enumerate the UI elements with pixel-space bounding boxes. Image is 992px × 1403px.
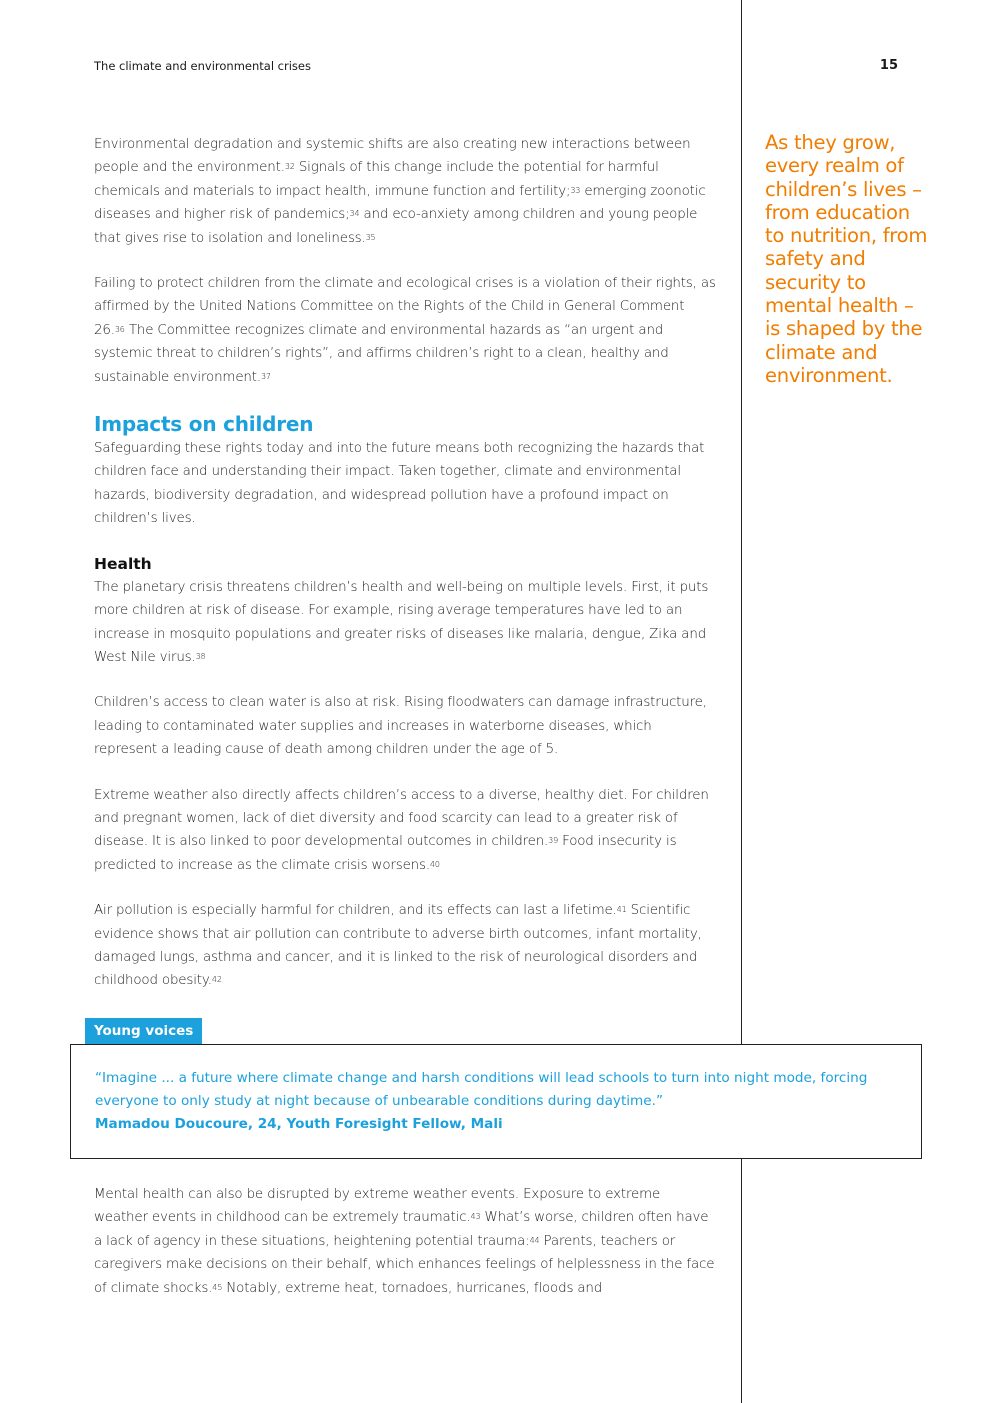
young-voices-attribution: Mamadou Doucoure, 24, Youth Foresight Fellow, Mali [95,1116,503,1132]
health-paragraph-1: The planetary crisis threatens children’s health and well-being on multiple levels. First, it puts more children at risk of disease. For example, rising average temperatures have led to an increase in mosquito populations and greater risks of diseases like malaria, dengue, Zika and West Nile virus.$^{38}$ [94,579,709,665]
footnote-ref[interactable]: 35 [365,232,376,242]
footnote-ref[interactable]: 44 [529,1235,540,1245]
main-column [94,133,718,1015]
young-voices-box [70,1044,922,1159]
column-divider-top [741,0,742,1044]
footnote-ref[interactable]: 42 [211,975,222,985]
health-paragraph-2: Children’s access to clean water is also at risk. Rising floodwaters can damage infrastructure, leading to contaminated water supplies and increases in waterborne diseases, which represent a leading cause of death among children under the age of 5. [94,695,707,758]
pull-quote: As they grow, every realm of children’s lives – from education to nutrition, from safety and security to mental health – is shaped by the climate and environment. [765,131,928,387]
footnote-ref[interactable]: 43 [470,1212,481,1222]
footnote-ref[interactable]: 34 [349,209,360,219]
page-number: 15 [879,58,898,73]
footnote-ref[interactable]: 32 [284,162,295,172]
column-divider-bottom [741,1159,742,1403]
health-paragraph-3: Extreme weather also directly affects children’s access to a diverse, healthy diet. For children and pregnant women, lack of diet diversity and food scarcity can lead to a greater risk of disease. It is also linked to poor developmental outcomes in children.$^{39}$ Food insecurity is predicted to increase as the climate crisis worsens.$^{40}$ [94,787,709,873]
footnote-ref[interactable]: 38 [195,651,206,661]
mental-health-paragraph: Mental health can also be disrupted by extreme weather events. Exposure to extreme weather events in childhood can be extremely traumatic.$^{43}$ What’s worse, children often have a lack of agency in these situations, heightening potential trauma:$^{44}$ Parents, teachers or caregivers make decisions on their behalf, which enhances feelings of helplessness in the face of climate shocks.$^{45}$ Notably, extreme heat, tornadoes, hurricanes, floods and [94,1187,715,1296]
health-paragraph-4: Air pollution is especially harmful for children, and its effects can last a lifetime.$^{41}$ Scientific evidence shows that air pollution can contribute to adverse birth outcomes, infant mortality, damaged lungs, asthma and cancer, and it is linked to the risk of neurological disorders and childhood obesity.$^{42}$ [94,903,702,989]
impacts-paragraph: Safeguarding these rights today and into the future means both recognizing the hazards that children face and understanding their impact. Taken together, climate and environmental hazards, biodiversity degradation, and widespread pollution have a profound impact on children’s lives. [94,441,705,527]
intro-paragraph-1: Environmental degradation and systemic shifts are also creating new interactions between people and the environment.$^{32}$ Signals of this change include the potential for harmful chemicals and materials to impact health, immune function and fertility;$^{33}$ emerging zoonotic diseases and higher risk of pandemics;$^{34}$ and eco-anxiety among children and young people that gives rise to isolation and loneliness.$^{35}$ [94,137,706,246]
footnote-ref[interactable]: 39 [548,836,559,846]
footnote-ref[interactable]: 36 [114,324,125,334]
subheading-health: Health [94,554,152,573]
footnote-ref[interactable]: 37 [260,371,271,381]
footnote-ref[interactable]: 41 [616,905,627,915]
footnote-ref[interactable]: 40 [429,859,440,869]
section-heading-impacts: Impacts on children [94,412,314,437]
intro-paragraph-2: Failing to protect children from the climate and ecological crises is a violation of their rights, as affirmed by the United Nations Committee on the Rights of the Child in General Comment 26.36 The Committee recognizes climate and environmental hazards as “an urgent and systemic threat to children’s rights”, and affirms children’s right to a clean, healthy and sustainable environment.$^{37}$ [94,276,716,385]
young-voices-quote: “Imagine ... a future where climate change and harsh conditions will lead schools to turn into night mode, forcing everyone to only study at night because of unbearable conditions during daytime.” [95,1070,868,1109]
young-voices-tag: Young voices [85,1018,202,1044]
footnote-ref[interactable]: 33 [570,185,581,195]
running-head: The climate and environmental crises [94,59,311,73]
footnote-ref[interactable]: 45 [212,1282,223,1292]
